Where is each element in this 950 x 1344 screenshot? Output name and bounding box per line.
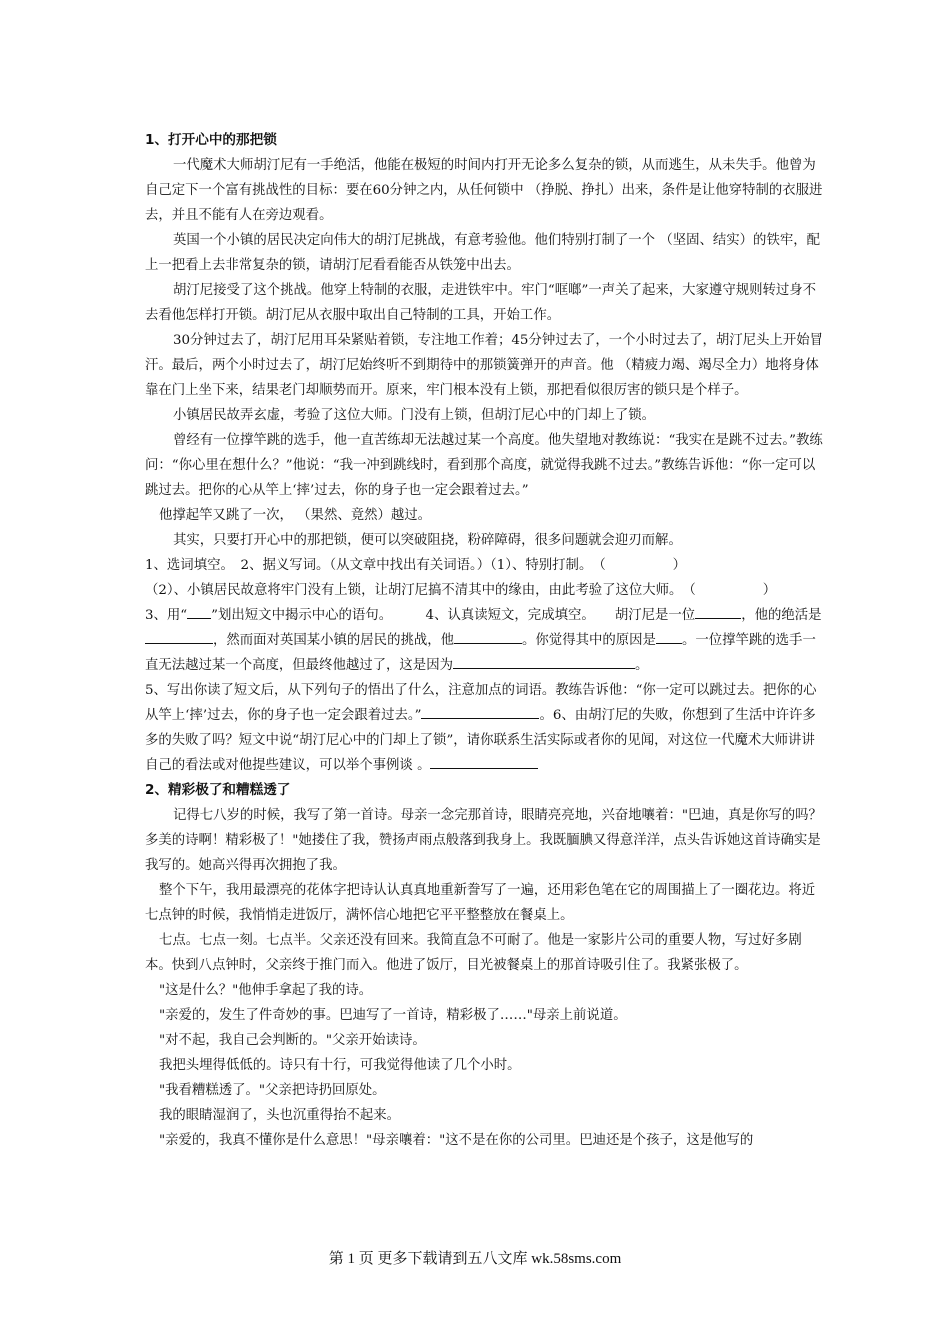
paragraph: 记得七八岁的时候，我写了第一首诗。母亲一念完那首诗，眼睛亮亮地，兴奋地嚷着："巴迪，真是你写的吗？多美的诗啊！精彩极了！"她搂住了我，赞扬声雨点般落到我身上。我既腼腆又得意洋洋，点头告诉她这首诗确实是我写的。她高兴得再次拥抱了我。 bbox=[145, 808, 822, 873]
fill-blank[interactable] bbox=[453, 654, 635, 669]
paragraph: 我把头埋得低低的。诗只有十行，可我觉得他读了几个小时。 bbox=[159, 1058, 521, 1073]
fill-blank[interactable] bbox=[656, 629, 682, 644]
fill-blank[interactable] bbox=[695, 604, 741, 619]
section-1-title: 1、打开心中的那把锁 bbox=[145, 132, 277, 148]
paragraph: 我的眼睛湿润了，头也沉重得抬不起来。 bbox=[159, 1108, 401, 1123]
dialogue-line: "对不起，我自己会判断的。"父亲开始读诗。 bbox=[159, 1033, 426, 1048]
dialogue-line: "亲爱的，发生了件奇妙的事。巴迪写了一首诗，精彩极了……"母亲上前说道。 bbox=[159, 1008, 627, 1023]
dialogue-line: "这是什么？"他伸手拿起了我的诗。 bbox=[159, 983, 373, 998]
section-2-title: 2、精彩极了和糟糕透了 bbox=[145, 782, 291, 798]
fill-blank[interactable] bbox=[430, 754, 538, 769]
question-5-6: 5、写出你读了短文后，从下列句子的悟出了什么，注意加点的词语。教练告诉他：“你一定可以跳过去。把你的心从竿上‘摔’过去，你的身子也一定会跟着过去。” 。6、由胡汀尼的失败，你想到了生活中许许多多的失败了吗？短文中说“胡汀尼心中的门却上了锁”，请你联系生活实际或者你的见闻，对这位一代魔术大师讲讲自己的看法或对他提些建议，可以举个事例谈 。 bbox=[145, 683, 817, 773]
document-body bbox=[145, 128, 825, 1153]
question-2-part-2: （2）、小镇居民故意将牢门没有上锁，让胡汀尼搞不清其中的缘由，由此考验了这位大师。 （ ） bbox=[145, 583, 777, 598]
fill-blank[interactable] bbox=[454, 629, 522, 644]
paragraph: 小镇居民故弄玄虚，考验了这位大师。门没有上锁，但胡汀尼心中的门却上了锁。 bbox=[173, 408, 656, 423]
paragraph: 其实，只要打开心中的那把锁，便可以突破阻挠，粉碎障碍，很多问题就会迎刃而解。 bbox=[173, 533, 682, 548]
question-1-2: 1、选词填空。 2、据义写词。（从文章中找出有关词语。）（1）、特别打制。 （ ） bbox=[145, 558, 687, 573]
fill-blank[interactable] bbox=[421, 704, 539, 719]
paragraph: 一代魔术大师胡汀尼有一手绝活，他能在极短的时间内打开无论多么复杂的锁，从而逃生，从未失手。他曾为自己定下一个富有挑战性的目标：要在60分钟之内，从任何锁中 （挣脱、挣扎）出来，条件是让他穿特制的衣服进去，并且不能有人在旁边观看。 bbox=[145, 158, 823, 223]
dialogue-line: "亲爱的，我真不懂你是什么意思！"母亲嚷着："这不是在你的公司里。巴迪还是个孩子，这是他写的 bbox=[159, 1133, 754, 1148]
paragraph: 曾经有一位撑竿跳的选手，他一直苦练却无法越过某一个高度。他失望地对教练说：“我实在是跳不过去。”教练问：“你心里在想什么？”他说：“我一冲到跳线时，看到那个高度，就觉得我跳不过去。”教练告诉他：“你一定可以跳过去。把你的心从竿上‘摔’过去，你的身子也一定会跟着过去。” bbox=[145, 433, 823, 498]
underline-sample bbox=[187, 604, 211, 619]
paragraph: 他撑起竿又跳了一次， （果然、竟然）越过。 bbox=[159, 508, 432, 523]
paragraph: 整个下午，我用最漂亮的花体字把诗认认真真地重新誊写了一遍，还用彩色笔在它的周围描上了一圈花边。将近七点钟的时候，我悄悄走进饭厅，满怀信心地把它平平整整放在餐桌上。 bbox=[145, 883, 816, 923]
page-footer: 第 1 页 更多下载请到五八文库 wk.58sms.com bbox=[328, 1251, 622, 1267]
question-3-4: 3、用“ ”划出短文中揭示中心的语句。 4、认真读短文，完成填空。 胡汀尼是一位 ，他的绝活是，然而面对英国某小镇的居民的挑战，他 。你觉得其中的原因是 。一位撑竿跳的选手一直无法越过某一个高度，但最终他越过了，这是因为 。 bbox=[145, 603, 825, 678]
paragraph: 30分钟过去了，胡汀尼用耳朵紧贴着锁，专注地工作着；45分钟过去了，一个小时过去了，胡汀尼头上开始冒汗。最后，两个小时过去了，胡汀尼始终听不到期待中的那锁簧弹开的声音。他 （精疲力竭、竭尽全力）地将身体靠在门上坐下来，结果老门却顺势而开。原来，牢门根本没有上锁，那把看似很厉害的锁只是个样子。 bbox=[145, 333, 824, 398]
dialogue-line: "我看糟糕透了。"父亲把诗扔回原处。 bbox=[159, 1083, 386, 1098]
fill-blank[interactable] bbox=[145, 629, 213, 644]
paragraph: 英国一个小镇的居民决定向伟大的胡汀尼挑战，有意考验他。他们特别打制了一个 （坚固、结实）的铁牢，配上一把看上去非常复杂的锁，请胡汀尼看看能否从铁笼中出去。 bbox=[145, 233, 821, 273]
paragraph: 七点。七点一刻。七点半。父亲还没有回来。我简直急不可耐了。他是一家影片公司的重要人物，写过好多剧本。快到八点钟时，父亲终于推门而入。他进了饭厅，目光被餐桌上的那首诗吸引住了。我紧张极了。 bbox=[145, 933, 802, 973]
paragraph: 胡汀尼接受了这个挑战。他穿上特制的衣服，走进铁牢中。牢门“哐啷”一声关了起来，大家遵守规则转过身不去看他怎样打开锁。胡汀尼从衣服中取出自己特制的工具，开始工作。 bbox=[145, 283, 817, 323]
